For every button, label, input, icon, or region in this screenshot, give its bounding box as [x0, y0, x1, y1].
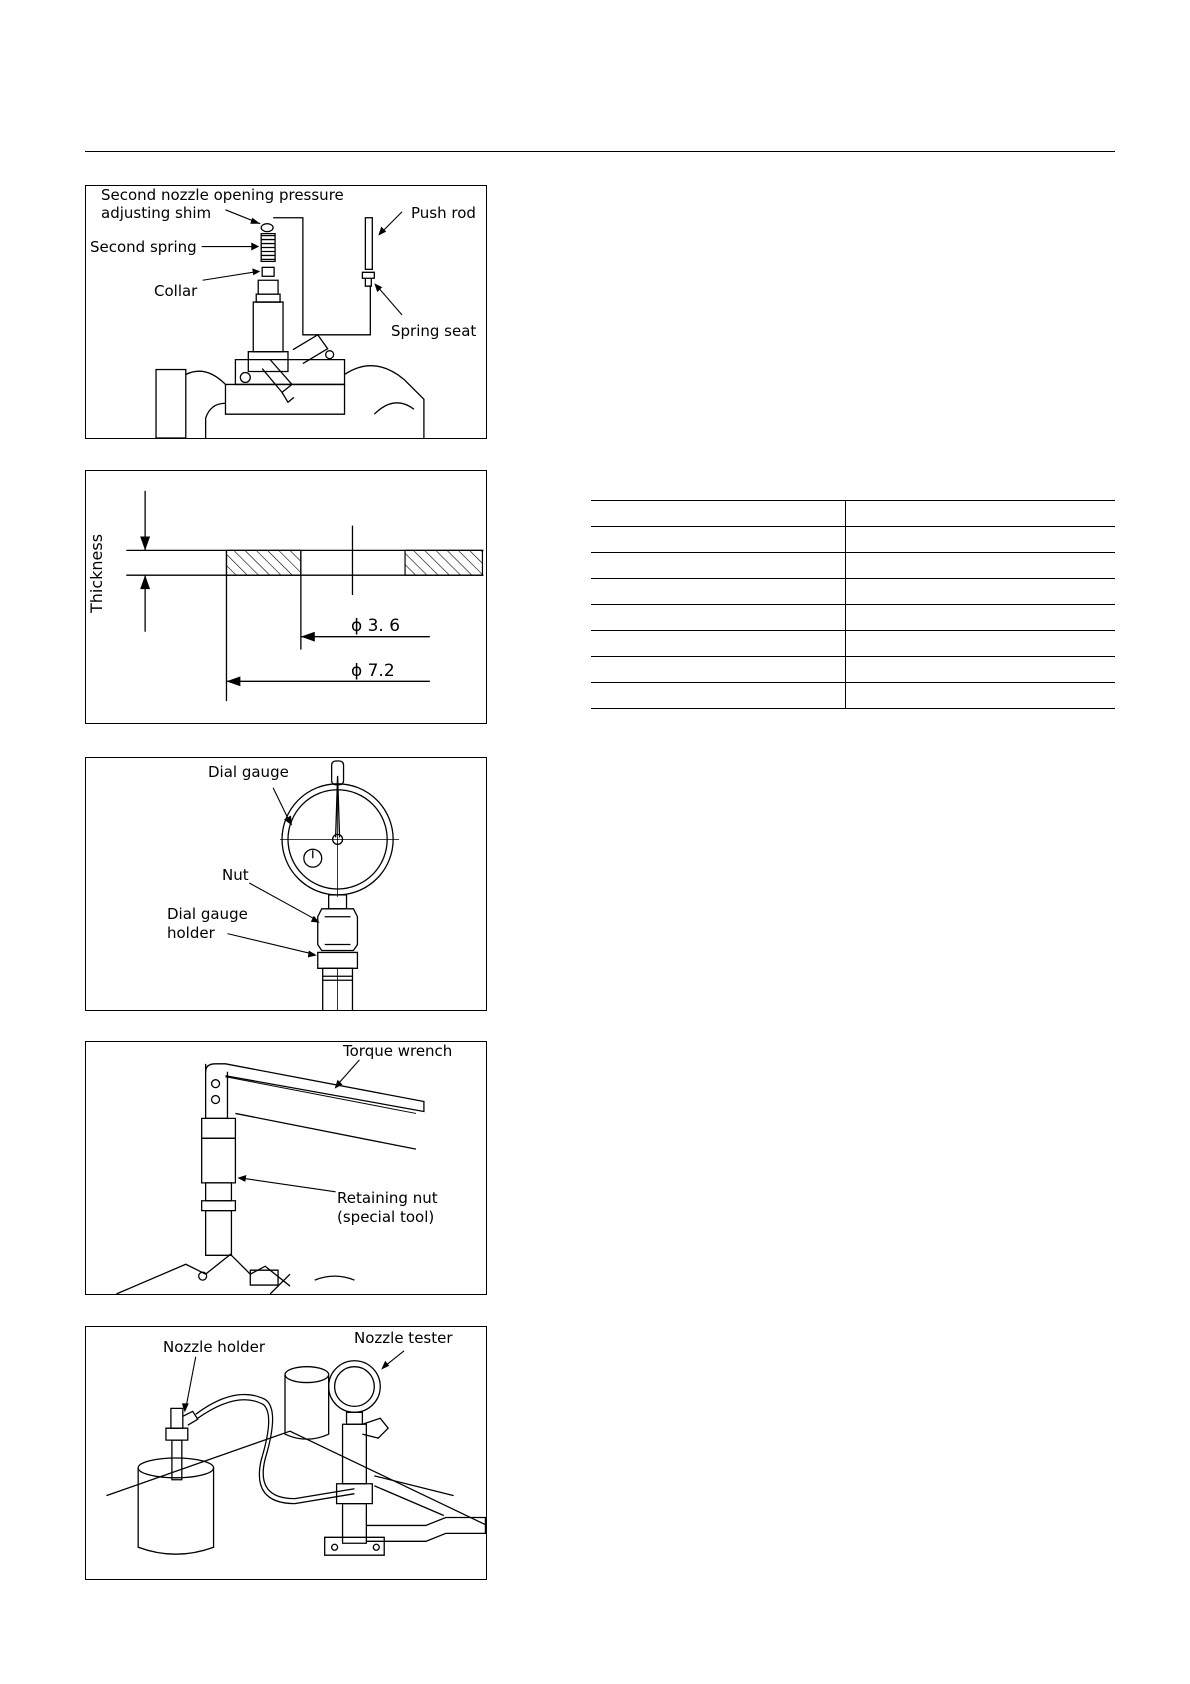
- label-thickness: Thickness: [87, 533, 106, 613]
- figure-dial-gauge: [85, 757, 487, 1011]
- label-spring-seat: Spring seat: [391, 322, 477, 340]
- spec-table-row: [591, 527, 1115, 553]
- spec-cell-item: [591, 579, 846, 605]
- spec-cell-item: [591, 683, 846, 709]
- spec-table-row: [591, 553, 1115, 579]
- nozzle-tester-drawing: [86, 1327, 486, 1579]
- label-inner-diameter: ϕ 3. 6: [351, 616, 401, 636]
- spec-cell-value: [846, 657, 1116, 683]
- label-holder-line1: Dial gauge: [167, 905, 248, 923]
- nozzle-assembly-drawing: [86, 186, 486, 438]
- label-shim-line1: Second nozzle opening pressure: [101, 186, 344, 204]
- label-holder-line2: holder: [167, 924, 215, 942]
- spec-cell-value: [846, 605, 1116, 631]
- header-rule: [85, 151, 1115, 152]
- spec-cell-item: [591, 657, 846, 683]
- spec-table-row: [591, 683, 1115, 709]
- spec-table-row: [591, 605, 1115, 631]
- figure-nozzle-assembly: [85, 185, 487, 439]
- figure-shim-dimensions: [85, 470, 487, 724]
- figure-nozzle-tester: [85, 1326, 487, 1580]
- label-dial-gauge: Dial gauge: [208, 763, 289, 781]
- spec-cell-value: [846, 579, 1116, 605]
- spec-cell-value: [846, 683, 1116, 709]
- label-nozzle-holder: Nozzle holder: [163, 1338, 266, 1356]
- label-nut: Nut: [222, 866, 249, 884]
- spec-cell-value: [846, 527, 1116, 553]
- dial-gauge-drawing: [86, 758, 486, 1010]
- label-collar: Collar: [154, 282, 198, 300]
- label-outer-diameter: ϕ 7.2: [351, 661, 395, 681]
- label-nozzle-tester: Nozzle tester: [354, 1329, 453, 1347]
- label-second-spring: Second spring: [90, 238, 197, 256]
- spec-table-row: [591, 657, 1115, 683]
- label-retaining-line2: (special tool): [337, 1208, 435, 1226]
- spec-cell-item: [591, 553, 846, 579]
- spec-cell-item: [591, 605, 846, 631]
- label-push-rod: Push rod: [411, 204, 476, 222]
- label-torque-wrench: Torque wrench: [343, 1042, 453, 1060]
- spec-cell-value: [846, 553, 1116, 579]
- spec-table: [591, 500, 1115, 709]
- spec-cell-item: [591, 501, 846, 527]
- label-retaining-line1: Retaining nut: [337, 1189, 438, 1207]
- shim-dimension-drawing: [86, 471, 486, 723]
- spec-cell-value: [846, 501, 1116, 527]
- spec-cell-item: [591, 631, 846, 657]
- spec-table-row: [591, 631, 1115, 657]
- figure-torque-wrench: [85, 1041, 487, 1295]
- label-shim-line2: adjusting shim: [101, 204, 212, 222]
- spec-table-row: [591, 501, 1115, 527]
- spec-table-row: [591, 579, 1115, 605]
- spec-cell-value: [846, 631, 1116, 657]
- spec-cell-item: [591, 527, 846, 553]
- torque-wrench-drawing: [86, 1042, 486, 1294]
